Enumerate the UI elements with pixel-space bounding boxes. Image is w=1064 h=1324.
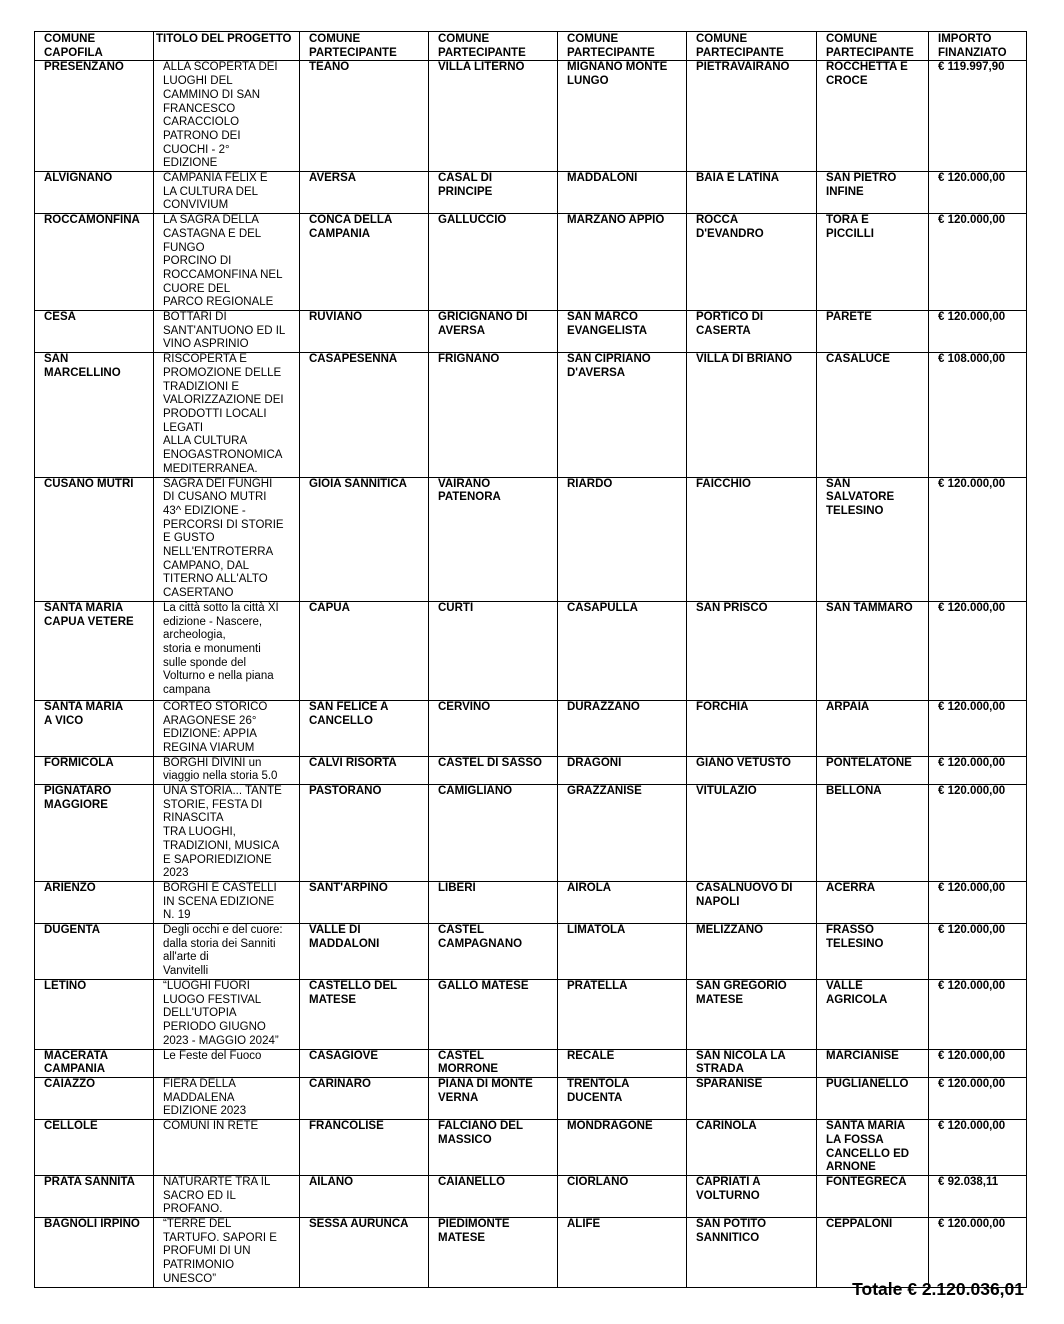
cell-comune-partecipante-4: CARINOLA	[687, 1120, 817, 1176]
cell-comune-partecipante-3: LIMATOLA	[558, 924, 687, 980]
cell-comune-partecipante-3: MONDRAGONE	[558, 1120, 687, 1176]
cell-comune-partecipante-5: FRASSO TELESINO	[817, 924, 929, 980]
cell-comune-capofila: SANTA MARIA CAPUA VETERE	[35, 601, 154, 700]
cell-comune-partecipante-3: AIROLA	[558, 881, 687, 923]
header-comune-partecipante-4: COMUNE PARTECIPANTE	[687, 32, 817, 61]
table-row	[35, 1218, 1027, 1288]
cell-comune-capofila: PRESENZANO	[35, 61, 154, 172]
cell-comune-partecipante-5: SAN PIETRO INFINE	[817, 172, 929, 214]
cell-comune-partecipante-4: SPARANISE	[687, 1078, 817, 1120]
cell-titolo-progetto: LA SAGRA DELLA CASTAGNA E DEL FUNGO PORCINO DI ROCCAMONFINA NEL CUORE DEL PARCO REGIONALE	[154, 214, 300, 311]
table-row	[35, 881, 1027, 923]
cell-comune-partecipante-5: FONTEGRECA	[817, 1175, 929, 1217]
cell-comune-partecipante-1: GIOIA SANNITICA	[300, 477, 429, 601]
cell-comune-partecipante-2: CURTI	[429, 601, 558, 700]
cell-titolo-progetto: CORTEO STORICO ARAGONESE 26° EDIZIONE: APPIA REGINA VIARUM	[154, 700, 300, 756]
cell-importo-finanziato: € 120.000,00	[929, 756, 1027, 784]
cell-importo-finanziato: € 120.000,00	[929, 311, 1027, 353]
cell-titolo-progetto: BOTTARI DI SANT'ANTUONO ED IL VINO ASPRINIO	[154, 311, 300, 353]
table-row	[35, 214, 1027, 311]
cell-comune-capofila: CESA	[35, 311, 154, 353]
cell-comune-partecipante-5: TORA E PICCILLI	[817, 214, 929, 311]
cell-titolo-progetto: BORGHI DIVINI un viaggio nella storia 5.0	[154, 756, 300, 784]
table-row	[35, 172, 1027, 214]
header-comune-capofila: COMUNE CAPOFILA	[35, 32, 154, 61]
cell-importo-finanziato: € 120.000,00	[929, 881, 1027, 923]
cell-titolo-progetto: COMUNI IN RETE	[154, 1120, 300, 1176]
table-row	[35, 1175, 1027, 1217]
cell-comune-partecipante-4: SAN GREGORIO MATESE	[687, 980, 817, 1050]
header-comune-partecipante-1: COMUNE PARTECIPANTE	[300, 32, 429, 61]
cell-comune-partecipante-3: MADDALONI	[558, 172, 687, 214]
table-row	[35, 1120, 1027, 1176]
cell-titolo-progetto: Le Feste del Fuoco	[154, 1049, 300, 1077]
header-titolo-progetto: TITOLO DEL PROGETTO	[154, 32, 300, 61]
funding-table	[34, 31, 1027, 1288]
cell-titolo-progetto: BORGHI E CASTELLI IN SCENA EDIZIONE N. 19	[154, 881, 300, 923]
cell-comune-capofila: LETINO	[35, 980, 154, 1050]
cell-comune-partecipante-2: GALLO MATESE	[429, 980, 558, 1050]
cell-comune-capofila: BAGNOLI IRPINO	[35, 1218, 154, 1288]
cell-importo-finanziato: € 120.000,00	[929, 700, 1027, 756]
cell-importo-finanziato: € 108.000,00	[929, 353, 1027, 477]
cell-comune-partecipante-4: CASALNUOVO DI NAPOLI	[687, 881, 817, 923]
cell-comune-partecipante-2: GALLUCCIO	[429, 214, 558, 311]
cell-comune-partecipante-3: CIORLANO	[558, 1175, 687, 1217]
cell-comune-partecipante-2: FALCIANO DEL MASSICO	[429, 1120, 558, 1176]
cell-comune-partecipante-2: CAMIGLIANO	[429, 785, 558, 882]
cell-importo-finanziato: € 120.000,00	[929, 477, 1027, 601]
cell-comune-partecipante-2: PIANA DI MONTE VERNA	[429, 1078, 558, 1120]
table-row	[35, 311, 1027, 353]
total-amount: Totale € 2.120.036,01	[852, 1279, 1024, 1299]
cell-titolo-progetto: FIERA DELLA MADDALENA EDIZIONE 2023	[154, 1078, 300, 1120]
cell-comune-partecipante-4: PIETRAVAIRANO	[687, 61, 817, 172]
cell-comune-capofila: PIGNATARO MAGGIORE	[35, 785, 154, 882]
cell-importo-finanziato: € 120.000,00	[929, 1049, 1027, 1077]
cell-comune-capofila: CUSANO MUTRI	[35, 477, 154, 601]
cell-comune-partecipante-1: CARINARO	[300, 1078, 429, 1120]
cell-comune-partecipante-2: LIBERI	[429, 881, 558, 923]
header-comune-partecipante-2: COMUNE PARTECIPANTE	[429, 32, 558, 61]
table-row	[35, 785, 1027, 882]
cell-comune-partecipante-4: SAN PRISCO	[687, 601, 817, 700]
cell-comune-partecipante-4: VILLA DI BRIANO	[687, 353, 817, 477]
cell-importo-finanziato: € 120.000,00	[929, 785, 1027, 882]
table-row	[35, 924, 1027, 980]
cell-comune-partecipante-4: BAIA E LATINA	[687, 172, 817, 214]
cell-comune-partecipante-1: CASTELLO DEL MATESE	[300, 980, 429, 1050]
cell-comune-partecipante-3: MIGNANO MONTE LUNGO	[558, 61, 687, 172]
cell-importo-finanziato: € 120.000,00	[929, 1120, 1027, 1176]
cell-titolo-progetto: ALLA SCOPERTA DEI LUOGHI DEL CAMMINO DI SAN FRANCESCO CARACCIOLO PATRONO DEI CUOCHI - 2° EDIZIONE	[154, 61, 300, 172]
header-row	[35, 32, 1027, 61]
cell-comune-partecipante-5: MARCIANISE	[817, 1049, 929, 1077]
cell-comune-capofila: ARIENZO	[35, 881, 154, 923]
cell-comune-capofila: CELLOLE	[35, 1120, 154, 1176]
cell-comune-partecipante-2: GRICIGNANO DI AVERSA	[429, 311, 558, 353]
cell-comune-partecipante-2: PIEDIMONTE MATESE	[429, 1218, 558, 1288]
header-comune-partecipante-5: COMUNE PARTECIPANTE	[817, 32, 929, 61]
cell-importo-finanziato: € 92.038,11	[929, 1175, 1027, 1217]
cell-comune-partecipante-5: SAN SALVATORE TELESINO	[817, 477, 929, 601]
cell-comune-partecipante-2: VAIRANO PATENORA	[429, 477, 558, 601]
cell-comune-partecipante-1: CASAGIOVE	[300, 1049, 429, 1077]
cell-titolo-progetto: “TERRE DEL TARTUFO. SAPORI E PROFUMI DI UN PATRIMONIO UNESCO”	[154, 1218, 300, 1288]
cell-comune-partecipante-5: SAN TAMMARO	[817, 601, 929, 700]
cell-comune-partecipante-1: AVERSA	[300, 172, 429, 214]
cell-comune-partecipante-2: CASAL DI PRINCIPE	[429, 172, 558, 214]
cell-comune-partecipante-3: SAN CIPRIANO D'AVERSA	[558, 353, 687, 477]
cell-comune-partecipante-1: TEANO	[300, 61, 429, 172]
cell-comune-capofila: ROCCAMONFINA	[35, 214, 154, 311]
cell-comune-partecipante-5: PONTELATONE	[817, 756, 929, 784]
cell-titolo-progetto: Degli occhi e del cuore: dalla storia dei Sanniti all'arte di Vanvitelli	[154, 924, 300, 980]
cell-comune-partecipante-3: DRAGONI	[558, 756, 687, 784]
cell-titolo-progetto: La città sotto la città XI edizione - Nascere, archeologia, storia e monumenti sulle sponde del Volturno e nella piana campana	[154, 601, 300, 700]
cell-comune-partecipante-2: FRIGNANO	[429, 353, 558, 477]
table-row	[35, 601, 1027, 700]
cell-comune-partecipante-1: FRANCOLISE	[300, 1120, 429, 1176]
cell-comune-partecipante-4: ROCCA D'EVANDRO	[687, 214, 817, 311]
cell-titolo-progetto: “LUOGHI FUORI LUOGO FESTIVAL DELL'UTOPIA PERIODO GIUGNO 2023 - MAGGIO 2024”	[154, 980, 300, 1050]
cell-comune-partecipante-4: PORTICO DI CASERTA	[687, 311, 817, 353]
cell-comune-partecipante-1: PASTORANO	[300, 785, 429, 882]
header-importo-finanziato: IMPORTO FINANZIATO	[929, 32, 1027, 61]
cell-titolo-progetto: CAMPANIA FELIX E LA CULTURA DEL CONVIVIUM	[154, 172, 300, 214]
cell-comune-partecipante-5: BELLONA	[817, 785, 929, 882]
cell-comune-partecipante-3: RECALE	[558, 1049, 687, 1077]
cell-comune-partecipante-1: RUVIANO	[300, 311, 429, 353]
cell-comune-partecipante-1: CALVI RISORTA	[300, 756, 429, 784]
cell-comune-partecipante-2: VILLA LITERNO	[429, 61, 558, 172]
cell-comune-capofila: FORMICOLA	[35, 756, 154, 784]
cell-comune-capofila: MACERATA CAMPANIA	[35, 1049, 154, 1077]
cell-comune-partecipante-1: VALLE DI MADDALONI	[300, 924, 429, 980]
cell-importo-finanziato: € 120.000,00	[929, 601, 1027, 700]
table-row	[35, 756, 1027, 784]
table-row	[35, 1078, 1027, 1120]
cell-comune-partecipante-5: ARPAIA	[817, 700, 929, 756]
cell-comune-partecipante-4: SAN POTITO SANNITICO	[687, 1218, 817, 1288]
table-row	[35, 477, 1027, 601]
cell-importo-finanziato: € 120.000,00	[929, 214, 1027, 311]
cell-importo-finanziato: € 120.000,00	[929, 1078, 1027, 1120]
cell-comune-capofila: ALVIGNANO	[35, 172, 154, 214]
cell-comune-partecipante-1: CAPUA	[300, 601, 429, 700]
cell-titolo-progetto: NATURARTE TRA IL SACRO ED IL PROFANO.	[154, 1175, 300, 1217]
cell-comune-partecipante-5: VALLE AGRICOLA	[817, 980, 929, 1050]
cell-comune-partecipante-5: ROCCHETTA E CROCE	[817, 61, 929, 172]
cell-comune-partecipante-3: ALIFE	[558, 1218, 687, 1288]
cell-comune-partecipante-4: MELIZZANO	[687, 924, 817, 980]
cell-importo-finanziato: € 119.997,90	[929, 61, 1027, 172]
cell-comune-partecipante-4: GIANO VETUSTO	[687, 756, 817, 784]
cell-importo-finanziato: € 120.000,00	[929, 924, 1027, 980]
table-row	[35, 980, 1027, 1050]
cell-comune-capofila: CAIAZZO	[35, 1078, 154, 1120]
cell-comune-partecipante-4: CAPRIATI A VOLTURNO	[687, 1175, 817, 1217]
cell-importo-finanziato: € 120.000,00	[929, 980, 1027, 1050]
cell-titolo-progetto: SAGRA DEI FUNGHI DI CUSANO MUTRI 43^ EDIZIONE - PERCORSI DI STORIE E GUSTO NELL'ENTROTERRA CAMPANO, DAL TITERNO ALL'ALTO CASERTANO	[154, 477, 300, 601]
cell-comune-partecipante-4: FAICCHIO	[687, 477, 817, 601]
cell-comune-partecipante-4: FORCHIA	[687, 700, 817, 756]
cell-comune-partecipante-5: CEPPALONI	[817, 1218, 929, 1288]
cell-comune-partecipante-3: SAN MARCO EVANGELISTA	[558, 311, 687, 353]
cell-comune-capofila: SANTA MARIA A VICO	[35, 700, 154, 756]
table-row	[35, 61, 1027, 172]
cell-comune-capofila: SAN MARCELLINO	[35, 353, 154, 477]
cell-comune-partecipante-2: CERVINO	[429, 700, 558, 756]
cell-comune-partecipante-1: SAN FELICE A CANCELLO	[300, 700, 429, 756]
table-row	[35, 353, 1027, 477]
cell-importo-finanziato: € 120.000,00	[929, 1218, 1027, 1288]
cell-comune-partecipante-2: CASTEL DI SASSO	[429, 756, 558, 784]
header-comune-partecipante-3: COMUNE PARTECIPANTE	[558, 32, 687, 61]
cell-comune-partecipante-5: PUGLIANELLO	[817, 1078, 929, 1120]
table-row	[35, 700, 1027, 756]
cell-comune-partecipante-1: AILANO	[300, 1175, 429, 1217]
cell-comune-partecipante-5: SANTA MARIA LA FOSSA CANCELLO ED ARNONE	[817, 1120, 929, 1176]
cell-comune-partecipante-5: ACERRA	[817, 881, 929, 923]
cell-titolo-progetto: UNA STORIA... TANTE STORIE, FESTA DI RINASCITA TRA LUOGHI, TRADIZIONI, MUSICA E SAPORIEDIZIONE 2023	[154, 785, 300, 882]
cell-comune-capofila: PRATA SANNITA	[35, 1175, 154, 1217]
cell-comune-partecipante-3: MARZANO APPIO	[558, 214, 687, 311]
cell-comune-partecipante-1: CASAPESENNA	[300, 353, 429, 477]
cell-comune-partecipante-3: CASAPULLA	[558, 601, 687, 700]
cell-comune-partecipante-3: DURAZZANO	[558, 700, 687, 756]
cell-comune-partecipante-5: PARETE	[817, 311, 929, 353]
cell-comune-partecipante-5: CASALUCE	[817, 353, 929, 477]
cell-comune-partecipante-2: CASTEL CAMPAGNANO	[429, 924, 558, 980]
cell-comune-partecipante-2: CAIANELLO	[429, 1175, 558, 1217]
cell-titolo-progetto: RISCOPERTA E PROMOZIONE DELLE TRADIZIONI E VALORIZZAZIONE DEI PRODOTTI LOCALI LEGATI ALLA CULTURA ENOGASTRONOMICA MEDITERRANEA.	[154, 353, 300, 477]
cell-comune-partecipante-1: CONCA DELLA CAMPANIA	[300, 214, 429, 311]
cell-comune-partecipante-4: SAN NICOLA LA STRADA	[687, 1049, 817, 1077]
cell-comune-partecipante-3: PRATELLA	[558, 980, 687, 1050]
cell-importo-finanziato: € 120.000,00	[929, 172, 1027, 214]
cell-comune-partecipante-3: RIARDO	[558, 477, 687, 601]
cell-comune-partecipante-3: GRAZZANISE	[558, 785, 687, 882]
cell-comune-partecipante-2: CASTEL MORRONE	[429, 1049, 558, 1077]
cell-comune-partecipante-4: VITULAZIO	[687, 785, 817, 882]
cell-comune-partecipante-3: TRENTOLA DUCENTA	[558, 1078, 687, 1120]
cell-comune-partecipante-1: SESSA AURUNCA	[300, 1218, 429, 1288]
cell-comune-capofila: DUGENTA	[35, 924, 154, 980]
cell-comune-partecipante-1: SANT'ARPINO	[300, 881, 429, 923]
table-row	[35, 1049, 1027, 1077]
